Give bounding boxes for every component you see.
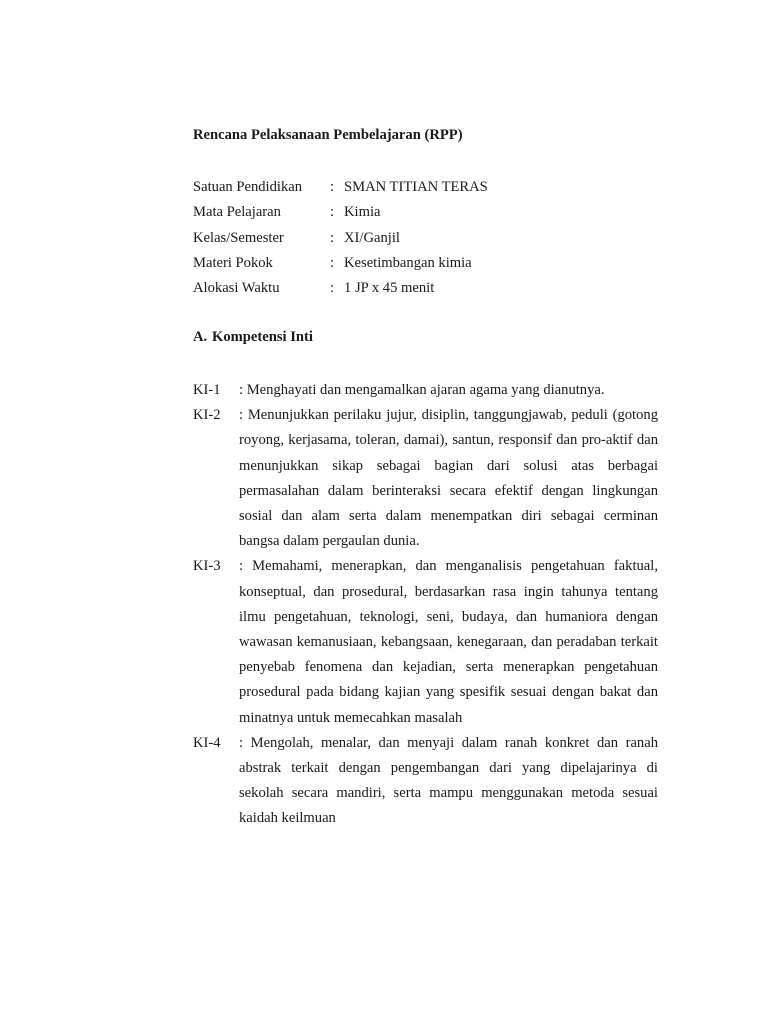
ki-item — [193, 403, 658, 554]
identity-colon: : — [330, 280, 335, 297]
document-title: Rencana Pelaksanaan Pembelajaran (RPP) — [193, 127, 463, 143]
ki-item — [193, 554, 658, 730]
ki-item — [193, 378, 658, 403]
identity-table — [193, 177, 658, 303]
identity-label: Alokasi Waktu — [193, 280, 280, 297]
identity-label: Satuan Pendidikan — [193, 179, 303, 195]
ki-code: KI-1 — [193, 382, 221, 398]
identity-colon: : — [330, 229, 335, 246]
section-letter: A. — [193, 329, 208, 345]
ki-code: KI-4 — [193, 734, 221, 751]
identity-label: Mata Pelajaran — [193, 204, 281, 221]
identity-row-topic — [193, 253, 658, 278]
ki-list — [193, 378, 658, 832]
ki-text: : Menghayati dan mengamalkan ajaran agama yang dianutnya. — [239, 382, 605, 398]
identity-value: SMAN TITIAN TERAS — [344, 179, 488, 195]
section-title: Kompetensi Inti — [212, 329, 313, 345]
identity-label: Materi Pokok — [193, 254, 273, 271]
identity-colon: : — [330, 254, 335, 271]
identity-row-class — [193, 228, 658, 253]
identity-value: Kesetimbangan kimia — [344, 254, 472, 271]
ki-text: : Memahami, menerapkan, dan menganalisis pengetahuan faktual, konseptual, dan prosedural, berdasarkan rasa ingin tahunya tentang ilmu pengetahuan, teknologi, seni, budaya, dan humaniora dengan wawasan kemanusiaan, kebangsaan, kenegaraan, dan peradaban terkait penyebab fenomena dan kejadian, serta menerapkan pengetahuan prosedural pada bidang kajian yang spesifik sesuai dengan bakat dan minatnya untuk memecahkan masalah — [239, 558, 658, 726]
section-heading-kompetensi-inti — [193, 329, 313, 346]
ki-code: KI-2 — [193, 407, 221, 424]
ki-code: KI-3 — [193, 558, 221, 575]
identity-colon: : — [330, 179, 335, 195]
identity-row-subject — [193, 202, 658, 227]
ki-item — [193, 731, 658, 832]
identity-value: Kimia — [344, 204, 381, 221]
identity-row-time — [193, 278, 658, 303]
identity-row-school — [193, 177, 658, 202]
ki-text: : Mengolah, menalar, dan menyaji dalam ranah konkret dan ranah abstrak terkait dengan pengembangan dari yang dipelajarinya di sekolah secara mandiri, serta mampu menggunakan metoda sesuai kaidah keilmuan — [239, 734, 658, 827]
identity-value: XI/Ganjil — [344, 229, 400, 246]
ki-text: : Menunjukkan perilaku jujur, disiplin, tanggungjawab, peduli (gotong royong, kerjasama, toleran, damai), santun, responsif dan pro-aktif dan menunjukkan sikap sebagai bagian dari solusi atas berbagai permasalahan dalam berinteraksi secara efektif dengan lingkungan sosial dan alam serta dalam menempatkan diri sebagai cerminan bangsa dalam pergaulan dunia. — [239, 407, 658, 550]
identity-label: Kelas/Semester — [193, 229, 284, 246]
identity-value: 1 JP x 45 menit — [344, 280, 435, 297]
identity-colon: : — [330, 204, 335, 221]
